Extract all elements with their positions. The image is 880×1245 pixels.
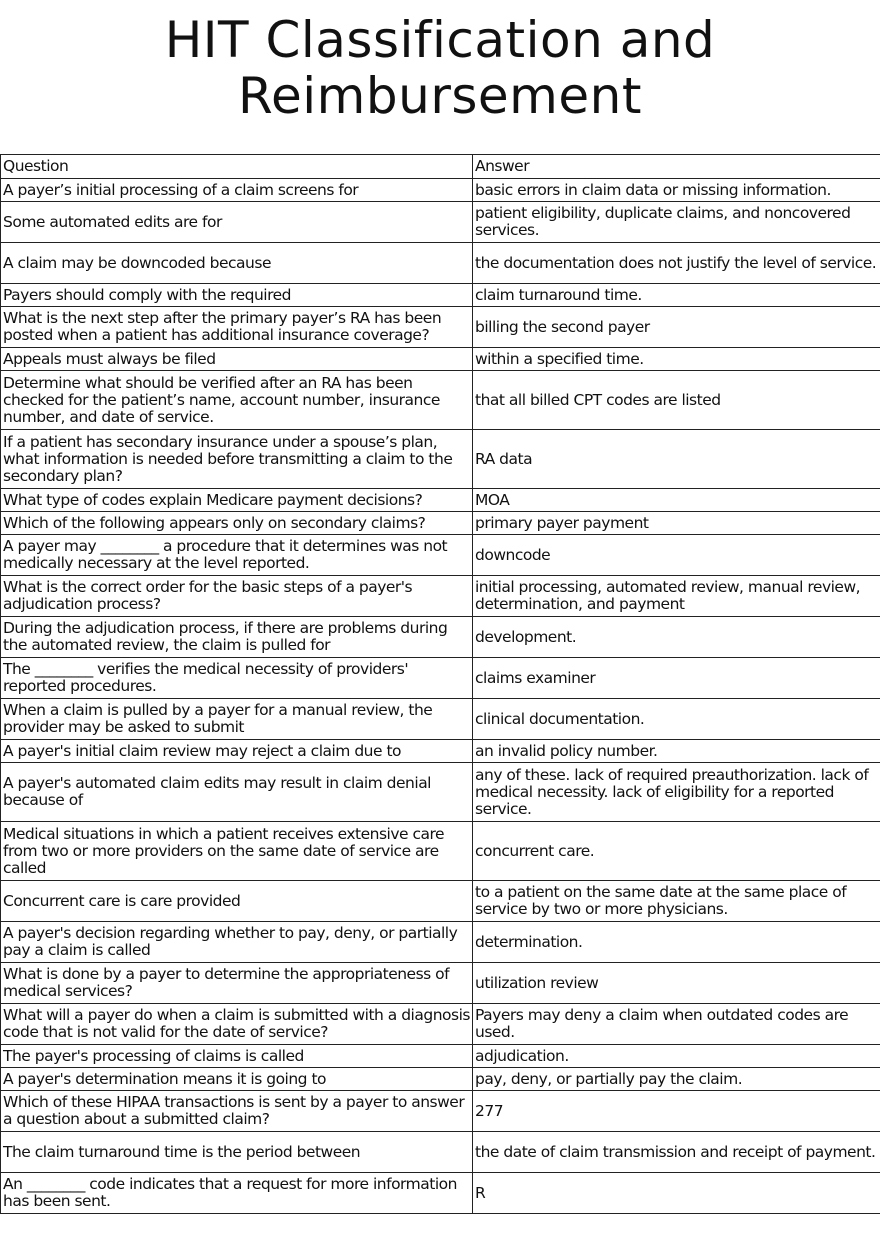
table-row bbox=[1, 348, 880, 371]
table-header-row bbox=[1, 155, 880, 179]
table-row bbox=[1, 1004, 880, 1045]
question-cell: A payer’s initial processing of a claim screens for bbox=[1, 179, 473, 202]
table-row bbox=[1, 763, 880, 822]
table-row bbox=[1, 963, 880, 1004]
page-title-line-2: Reimbursement bbox=[238, 67, 642, 125]
answer-cell: clinical documentation. bbox=[473, 699, 880, 740]
table-row bbox=[1, 740, 880, 763]
answer-cell: determination. bbox=[473, 922, 880, 963]
question-cell: Determine what should be verified after an RA has been checked for the patient’s name, account number, insurance number, and date of service. bbox=[1, 371, 473, 430]
table-row bbox=[1, 1173, 880, 1214]
question-cell: Concurrent care is care provided bbox=[1, 881, 473, 922]
answer-cell: claims examiner bbox=[473, 658, 880, 699]
question-cell: Which of the following appears only on secondary claims? bbox=[1, 512, 473, 535]
answer-cell: within a specified time. bbox=[473, 348, 880, 371]
answer-cell: initial processing, automated review, manual review, determination, and payment bbox=[473, 576, 880, 617]
answer-cell: 277 bbox=[473, 1091, 880, 1132]
question-cell: The claim turnaround time is the period between bbox=[1, 1132, 473, 1173]
question-cell: A payer's automated claim edits may result in claim denial because of bbox=[1, 763, 473, 822]
question-cell: What type of codes explain Medicare payment decisions? bbox=[1, 489, 473, 512]
answer-cell: concurrent care. bbox=[473, 822, 880, 881]
page-title bbox=[0, 12, 880, 124]
table-row bbox=[1, 512, 880, 535]
question-cell: Medical situations in which a patient receives extensive care from two or more providers on the same date of service are called bbox=[1, 822, 473, 881]
question-cell: Some automated edits are for bbox=[1, 202, 473, 243]
answer-cell: RA data bbox=[473, 430, 880, 489]
question-cell: A payer's initial claim review may reject a claim due to bbox=[1, 740, 473, 763]
table-row bbox=[1, 1045, 880, 1068]
question-cell: The ________ verifies the medical necessity of providers' reported procedures. bbox=[1, 658, 473, 699]
header-answer: Answer bbox=[473, 155, 880, 179]
question-cell: Which of these HIPAA transactions is sent by a payer to answer a question about a submitted claim? bbox=[1, 1091, 473, 1132]
table-row bbox=[1, 617, 880, 658]
question-cell: If a patient has secondary insurance under a spouse’s plan, what information is needed before transmitting a claim to the secondary plan? bbox=[1, 430, 473, 489]
table-row bbox=[1, 922, 880, 963]
table-row bbox=[1, 202, 880, 243]
question-cell: An ________ code indicates that a request for more information has been sent. bbox=[1, 1173, 473, 1214]
table-row bbox=[1, 1132, 880, 1173]
table-row bbox=[1, 699, 880, 740]
answer-cell: the date of claim transmission and receipt of payment. bbox=[473, 1132, 880, 1173]
answer-cell: an invalid policy number. bbox=[473, 740, 880, 763]
answer-cell: downcode bbox=[473, 535, 880, 576]
page-title-line-1: HIT Classification and bbox=[164, 11, 716, 69]
answer-cell: billing the second payer bbox=[473, 307, 880, 348]
question-cell: A payer's decision regarding whether to pay, deny, or partially pay a claim is called bbox=[1, 922, 473, 963]
question-cell: A payer may ________ a procedure that it determines was not medically necessary at the level reported. bbox=[1, 535, 473, 576]
table-row bbox=[1, 881, 880, 922]
question-cell: Appeals must always be filed bbox=[1, 348, 473, 371]
question-cell: Payers should comply with the required bbox=[1, 284, 473, 307]
question-cell: The payer's processing of claims is called bbox=[1, 1045, 473, 1068]
table-row bbox=[1, 243, 880, 284]
answer-cell: to a patient on the same date at the same place of service by two or more physicians. bbox=[473, 881, 880, 922]
question-cell: A payer's determination means it is going to bbox=[1, 1068, 473, 1091]
answer-cell: MOA bbox=[473, 489, 880, 512]
question-cell: A claim may be downcoded because bbox=[1, 243, 473, 284]
answer-cell: the documentation does not justify the level of service. bbox=[473, 243, 880, 284]
table-row bbox=[1, 307, 880, 348]
answer-cell: any of these. lack of required preauthorization. lack of medical necessity. lack of eligibility for a reported service. bbox=[473, 763, 880, 822]
answer-cell: that all billed CPT codes are listed bbox=[473, 371, 880, 430]
table-row bbox=[1, 658, 880, 699]
answer-cell: primary payer payment bbox=[473, 512, 880, 535]
answer-cell: R bbox=[473, 1173, 880, 1214]
qa-table bbox=[0, 154, 880, 1214]
table-row bbox=[1, 430, 880, 489]
table-row bbox=[1, 535, 880, 576]
answer-cell: patient eligibility, duplicate claims, and noncovered services. bbox=[473, 202, 880, 243]
answer-cell: pay, deny, or partially pay the claim. bbox=[473, 1068, 880, 1091]
answer-cell: basic errors in claim data or missing information. bbox=[473, 179, 880, 202]
answer-cell: adjudication. bbox=[473, 1045, 880, 1068]
table-row bbox=[1, 489, 880, 512]
question-cell: What is the next step after the primary payer’s RA has been posted when a patient has additional insurance coverage? bbox=[1, 307, 473, 348]
table-row bbox=[1, 822, 880, 881]
question-cell: What is the correct order for the basic steps of a payer's adjudication process? bbox=[1, 576, 473, 617]
answer-cell: development. bbox=[473, 617, 880, 658]
answer-cell: Payers may deny a claim when outdated codes are used. bbox=[473, 1004, 880, 1045]
question-cell: What is done by a payer to determine the appropriateness of medical services? bbox=[1, 963, 473, 1004]
table-row bbox=[1, 1068, 880, 1091]
header-question: Question bbox=[1, 155, 473, 179]
table-row bbox=[1, 576, 880, 617]
table-row bbox=[1, 1091, 880, 1132]
question-cell: When a claim is pulled by a payer for a manual review, the provider may be asked to submit bbox=[1, 699, 473, 740]
question-cell: During the adjudication process, if there are problems during the automated review, the claim is pulled for bbox=[1, 617, 473, 658]
table-row bbox=[1, 284, 880, 307]
table-row bbox=[1, 371, 880, 430]
table-row bbox=[1, 179, 880, 202]
answer-cell: utilization review bbox=[473, 963, 880, 1004]
answer-cell: claim turnaround time. bbox=[473, 284, 880, 307]
question-cell: What will a payer do when a claim is submitted with a diagnosis code that is not valid for the date of service? bbox=[1, 1004, 473, 1045]
